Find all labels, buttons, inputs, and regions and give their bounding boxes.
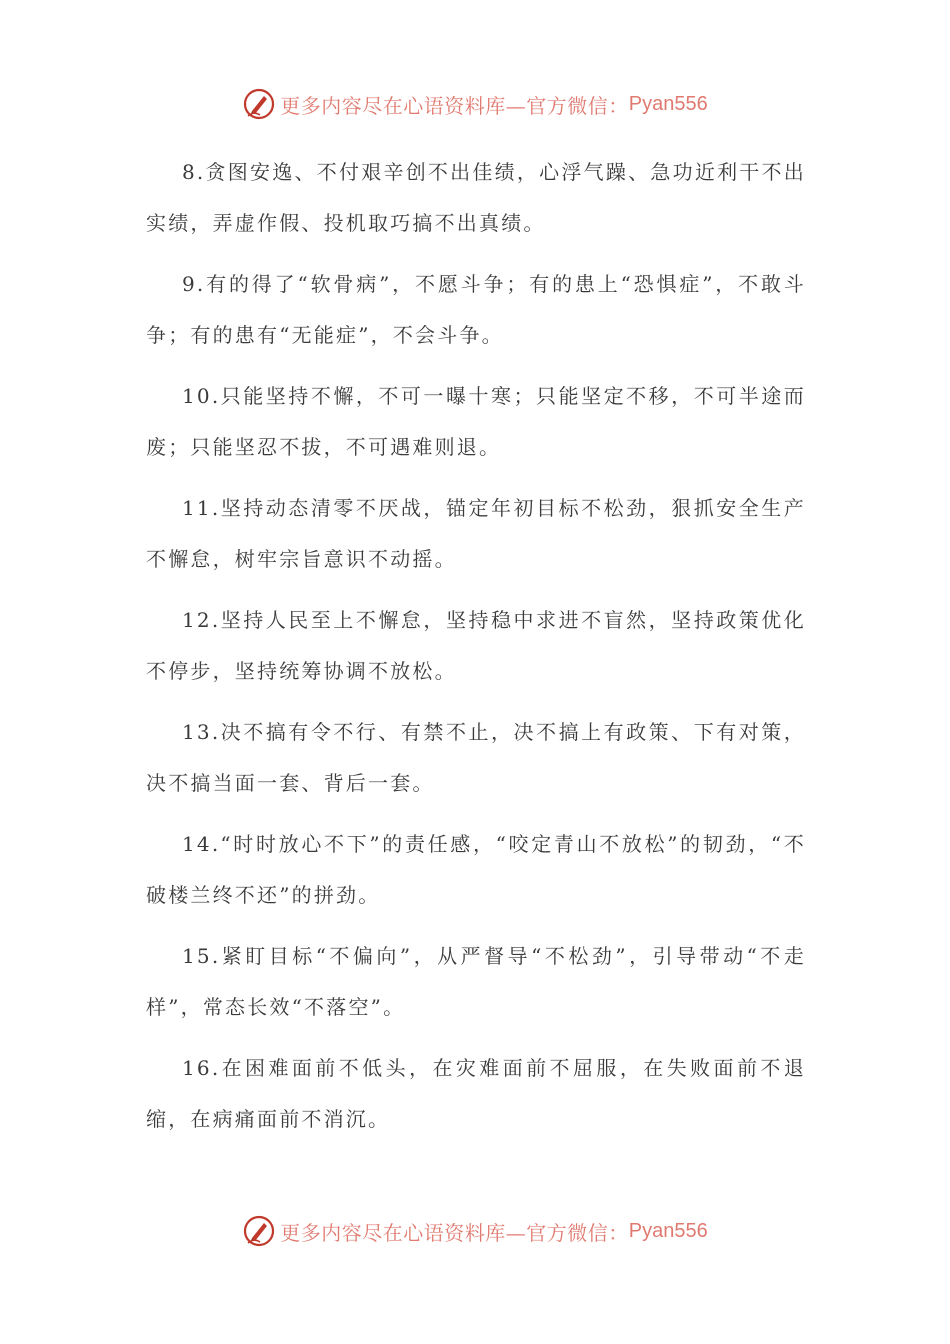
paragraph-12: 12.坚持人民至上不懈怠，坚持稳中求进不盲然，坚持政策优化不停步，坚持统筹协调不放松。 [146, 608, 806, 683]
paragraph-8: 8.贪图安逸、不付艰辛创不出佳绩，心浮气躁、急功近利干不出实绩，弄虚作假、投机取巧搞不出真绩。 [146, 160, 806, 235]
pen-logo-icon [242, 87, 276, 121]
paragraph-11: 11.坚持动态清零不厌战，锚定年初目标不松劲，狠抓安全生产不懈怠，树牢宗旨意识不动摇。 [146, 496, 806, 571]
footer-banner-text: 更多内容尽在心语资料库—官方微信： [280, 1220, 629, 1245]
header-banner-text: 更多内容尽在心语资料库—官方微信： [280, 93, 629, 118]
paragraph-15: 15.紧盯目标“不偏向”，从严督导“不松劲”，引导带动“不走样”，常态长效“不落空”。 [146, 944, 806, 1019]
pen-logo-icon [242, 1214, 276, 1248]
footer-wechat-id: Pyan556 [628, 1219, 708, 1242]
footer-banner [0, 1211, 950, 1251]
paragraph-9: 9.有的得了“软骨病”，不愿斗争；有的患上“恐惧症”，不敢斗争；有的患有“无能症”，不会斗争。 [146, 272, 806, 347]
paragraph-14: 14.“时时放心不下”的责任感，“咬定青山不放松”的韧劲，“不破楼兰终不还”的拼劲。 [146, 832, 806, 907]
header-banner [0, 84, 950, 124]
paragraph-13: 13.决不搞有令不行、有禁不止，决不搞上有政策、下有对策，决不搞当面一套、背后一套。 [146, 720, 806, 795]
header-wechat-id: Pyan556 [628, 92, 708, 115]
document-body [146, 147, 806, 1155]
paragraph-16: 16.在困难面前不低头，在灾难面前不屈服，在失败面前不退缩，在病痛面前不消沉。 [146, 1056, 806, 1131]
paragraph-10: 10.只能坚持不懈，不可一曝十寒；只能坚定不移，不可半途而废；只能坚忍不拔，不可遇难则退。 [146, 384, 806, 459]
